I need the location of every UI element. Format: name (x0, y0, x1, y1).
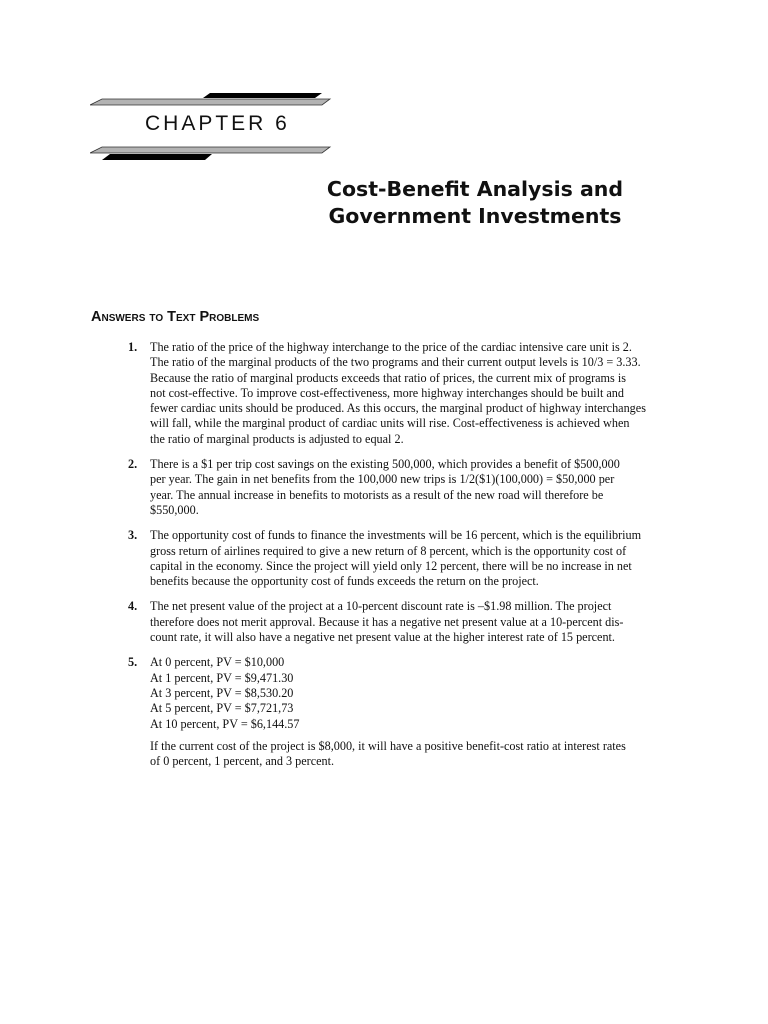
bottom-gray-bar (90, 147, 330, 153)
pv-line: At 1 percent, PV = $9,471.30 (150, 670, 294, 685)
problem-text-line: year. The annual increase in benefits to motorists as a result of the new road will therefore be (150, 487, 604, 502)
problem-text-line: There is a $1 per trip cost savings on the existing 500,000, which provides a benefit of $500,000 (150, 457, 620, 472)
top-black-bar (203, 93, 322, 98)
problem-text-line: count rate, it will also have a negative net present value at the higher interest rate of 15 percent. (150, 630, 615, 645)
problem-number: 2. (128, 457, 138, 472)
problem-text-line: $550,000. (150, 502, 199, 517)
problem-text-line: Because the ratio of marginal products exceeds that ratio of prices, the current mix of programs is (150, 370, 626, 385)
problem-text-line: If the current cost of the project is $8,000, it will have a positive benefit-cost ratio at interest rates (150, 738, 626, 753)
problem-text-line: therefore does not merit approval. Because it has a negative net present value at a 10-percent dis- (150, 614, 624, 629)
chapter-banner (90, 90, 335, 162)
chapter-title-line: Cost-Benefit Analysis and (326, 177, 624, 201)
problem-text-line: gross return of airlines required to give a new return of 8 percent, which is the opportunity cost of (150, 543, 627, 558)
problem-text-line: per year. The gain in net benefits from the 100,000 new trips is 1/2($1)(100,000) = $50,000 per (150, 472, 615, 487)
problem-number: 3. (128, 528, 138, 543)
problem-text-line: The net present value of the project at a 10-percent discount rate is –$1.98 million. The project (150, 599, 612, 614)
problem-list (91, 340, 681, 779)
problem-number: 4. (128, 599, 138, 614)
pv-line: At 5 percent, PV = $7,721,73 (150, 701, 294, 716)
problem-number: 5. (128, 655, 138, 670)
problem-item (91, 340, 681, 447)
pv-line: At 3 percent, PV = $8,530.20 (150, 685, 294, 700)
problem-item (91, 457, 681, 518)
problem-text-line: The opportunity cost of funds to finance the investments will be 16 percent, which is the equilibrium (150, 528, 642, 543)
section-heading: Answers to Text Problems (91, 309, 260, 325)
problem-text-line: fewer cardiac units should be produced. As this occurs, the marginal product of highway interchanges (150, 401, 646, 416)
problem-text-line: The ratio of the marginal products of the two programs and their current output levels is 10/3 = 3.33. (150, 355, 641, 370)
top-gray-bar (90, 99, 330, 105)
problem-text-line: will fall, while the marginal product of cardiac units will rise. Cost-effectiveness is achieved when (150, 416, 630, 431)
problem-text-line: capital in the economy. Since the project will yield only 12 percent, there will be no increase in net (150, 558, 632, 573)
problem-text-line: not cost-effective. To improve cost-effectiveness, more highway interchanges should be built and (150, 385, 624, 400)
chapter-title (300, 176, 650, 230)
problem-item (91, 528, 681, 589)
pv-line: At 10 percent, PV = $6,144.57 (150, 716, 300, 731)
problem-item (91, 655, 681, 769)
problem-text-line: of 0 percent, 1 percent, and 3 percent. (150, 754, 335, 769)
problem-item (91, 599, 681, 645)
chapter-label: CHAPTER 6 (145, 112, 290, 135)
problem-number: 1. (128, 340, 138, 354)
bottom-black-bar (102, 154, 212, 160)
problem-text-line: The ratio of the price of the highway interchange to the price of the cardiac intensive care unit is 2. (150, 340, 632, 354)
problem-text-line: benefits because the opportunity cost of funds exceeds the return on the project. (150, 574, 539, 589)
pv-line: At 0 percent, PV = $10,000 (150, 655, 285, 670)
chapter-title-line: Government Investments (328, 204, 622, 228)
problem-text-line: the ratio of marginal products is adjusted to equal 2. (150, 431, 404, 446)
problem-note (150, 739, 681, 770)
